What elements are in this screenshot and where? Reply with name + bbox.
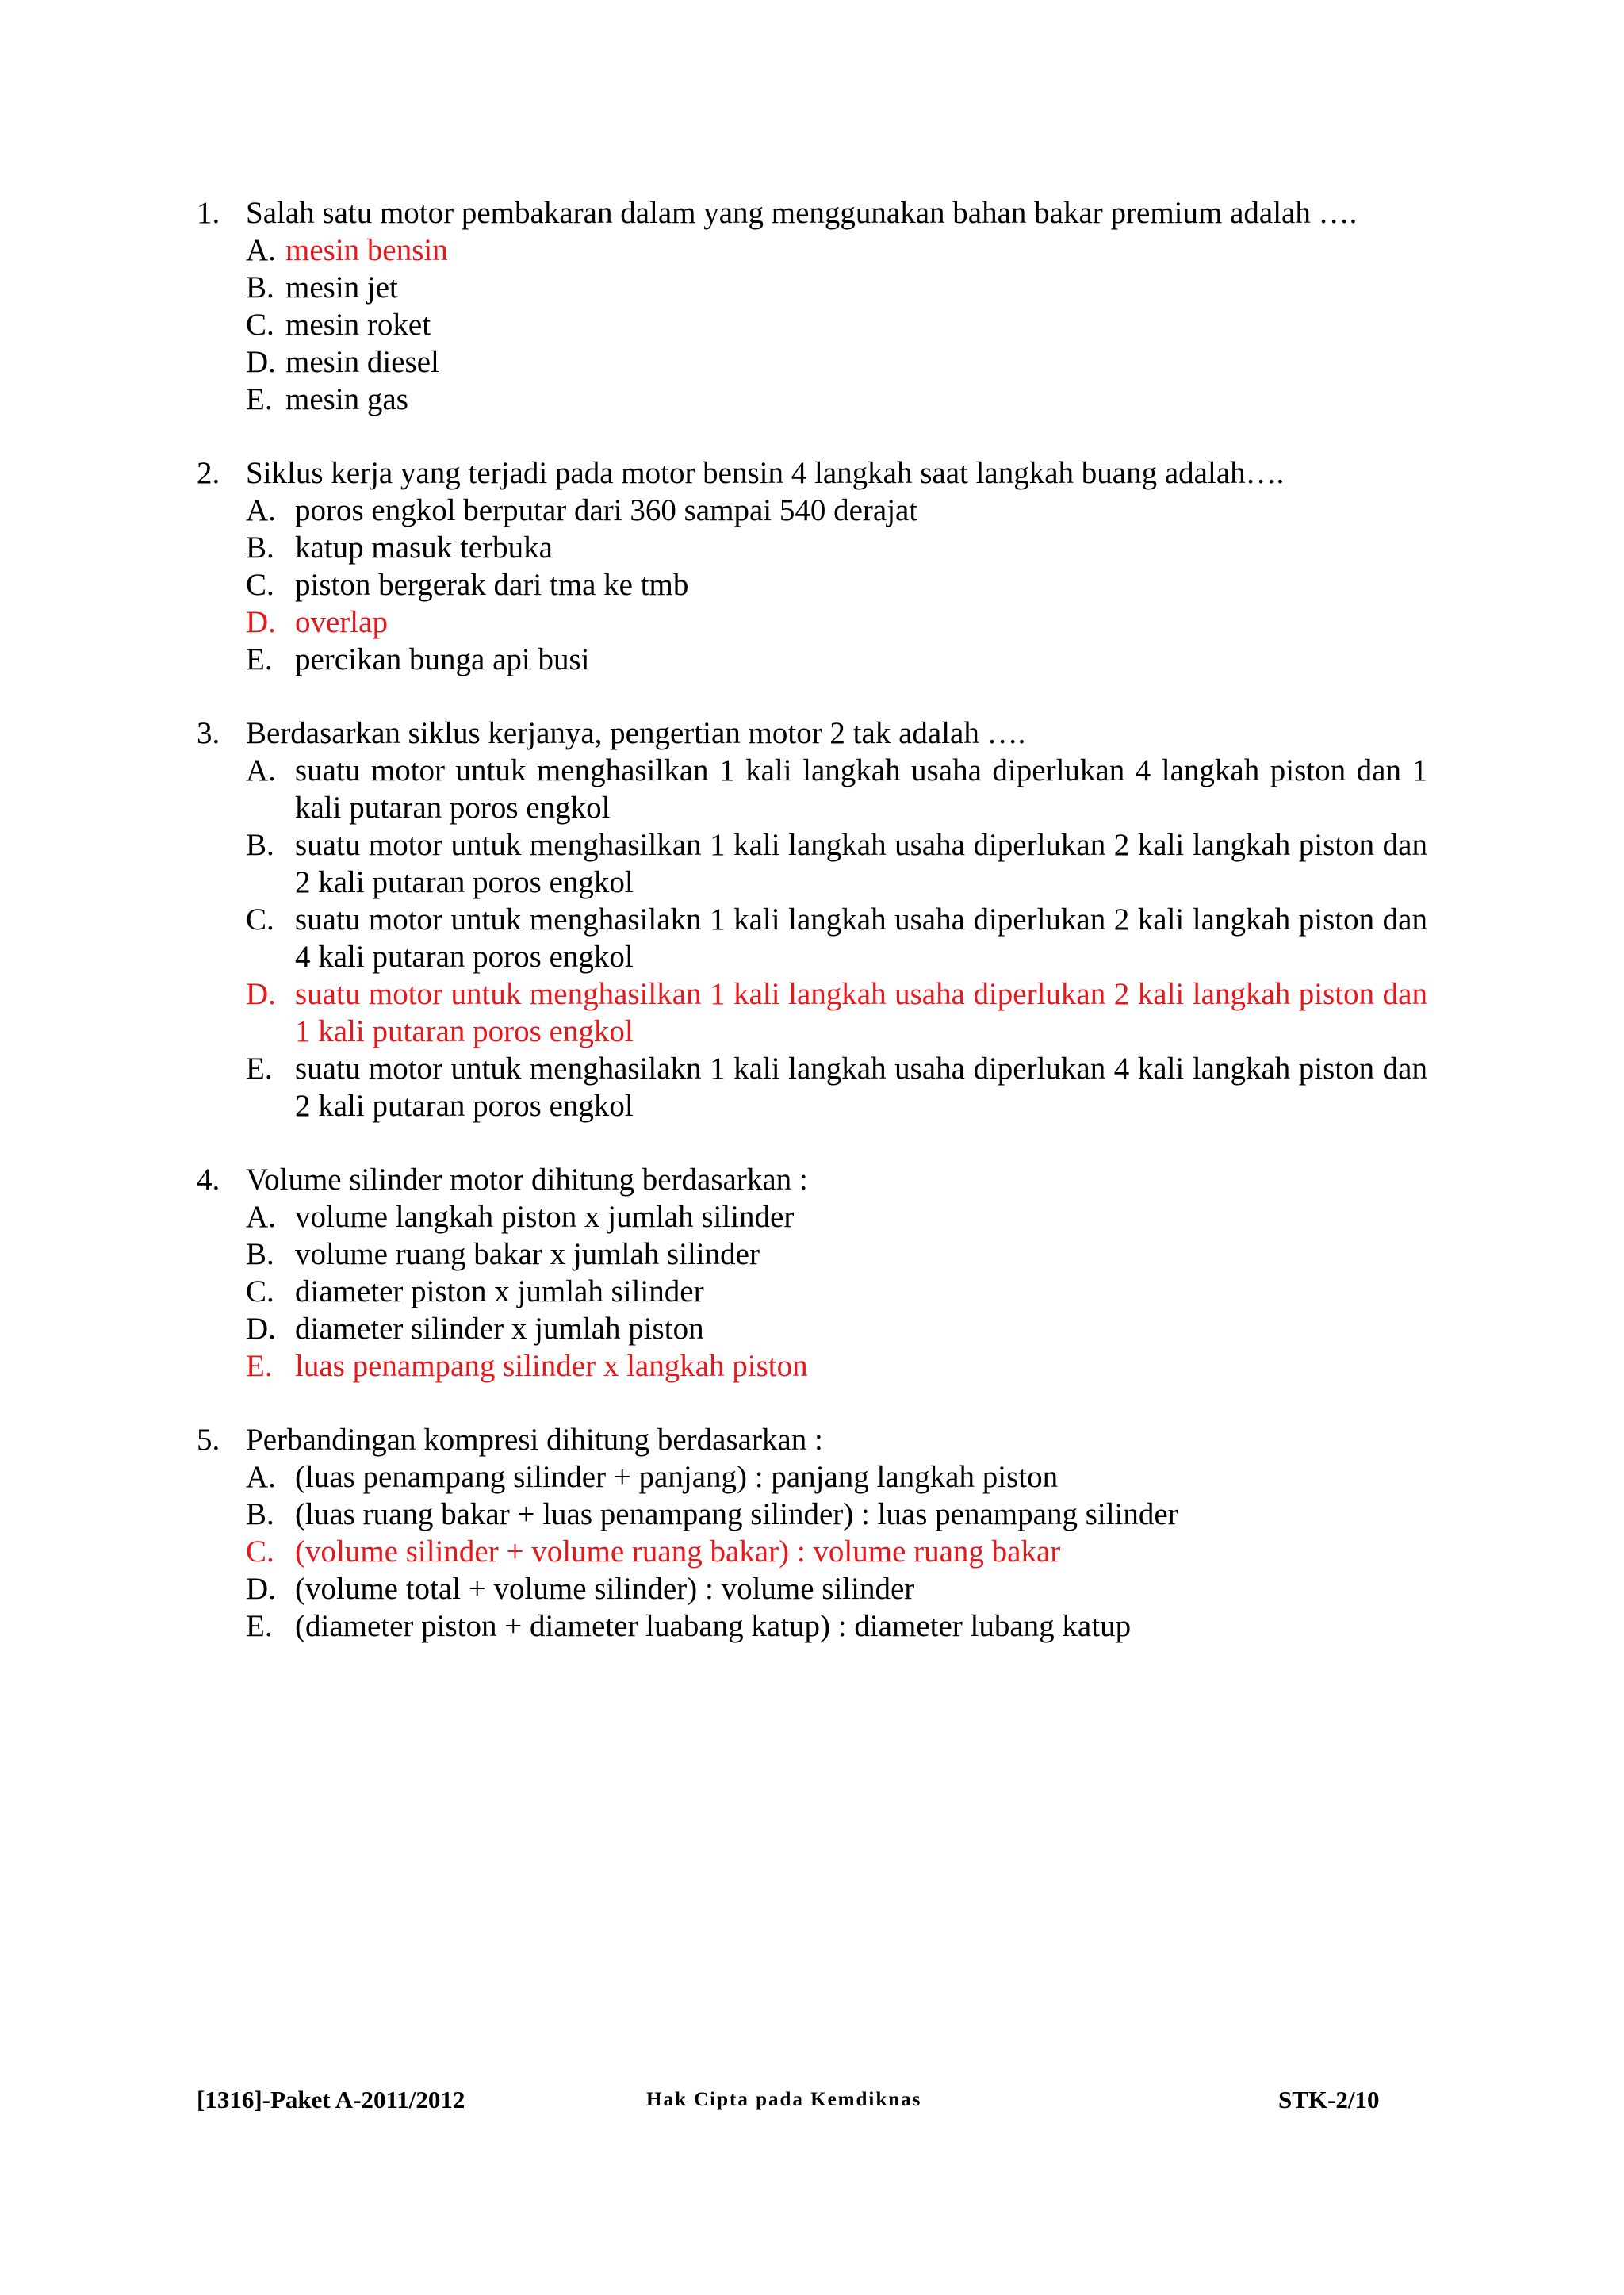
question-text: Perbandingan kompresi dihitung berdasarkan : [246, 1423, 823, 1457]
option-letter: C. [246, 1534, 274, 1569]
option-letter: A. [246, 1460, 276, 1494]
option-letter: A. [246, 233, 276, 267]
question-2 [197, 454, 1427, 678]
question-number: 1. [197, 196, 220, 230]
answer-option-d [246, 1310, 1427, 1347]
answer-options [197, 752, 1427, 1125]
correct-answer-text: overlap [295, 605, 388, 639]
option-text: diameter piston x jumlah silinder [295, 1274, 704, 1308]
answer-option-a [246, 752, 1427, 826]
answer-options [197, 1198, 1427, 1385]
option-letter: C. [246, 902, 274, 937]
answer-option-e [246, 381, 1427, 418]
option-text: katup masuk terbuka [295, 531, 553, 565]
question-text: Salah satu motor pembakaran dalam yang menggunakan bahan bakar premium adalah …. [246, 196, 1358, 230]
option-text: mesin diesel [285, 345, 439, 379]
option-letter: C. [246, 1274, 274, 1308]
question-number: 3. [197, 716, 220, 750]
option-text: (luas penampang silinder + panjang) : panjang langkah piston [295, 1460, 1059, 1494]
option-letter: E. [246, 1052, 273, 1086]
option-text: (volume total + volume silinder) : volume silinder [295, 1572, 915, 1606]
option-letter: C. [246, 308, 274, 342]
option-letter: B. [246, 828, 274, 862]
option-letter: B. [246, 1237, 274, 1271]
answer-options [197, 492, 1427, 678]
answer-option-a [246, 1458, 1427, 1496]
option-text: mesin gas [285, 382, 408, 416]
option-letter: D. [246, 605, 276, 639]
answer-option-b [246, 269, 1427, 306]
question-3 [197, 715, 1427, 1125]
question-list [197, 194, 1427, 1681]
correct-answer-text: (volume silinder + volume ruang bakar) : volume ruang bakar [295, 1534, 1061, 1569]
answer-option-d [246, 603, 1427, 641]
answer-option-a [246, 492, 1427, 529]
option-text: mesin roket [285, 308, 431, 342]
option-text: (luas ruang bakar + luas penampang silinder) : luas penampang silinder [295, 1497, 1178, 1531]
option-letter: A. [246, 1200, 276, 1234]
question-number: 4. [197, 1163, 220, 1197]
option-letter: A. [246, 493, 276, 527]
option-text: percikan bunga api busi [295, 642, 590, 676]
option-text: mesin jet [285, 270, 398, 305]
question-5 [197, 1421, 1427, 1645]
option-text: suatu motor untuk menghasilkan 1 kali langkah usaha diperlukan 2 kali langkah piston dan 2 kali putaran poros engkol [295, 828, 1427, 899]
answer-option-b [246, 1496, 1427, 1533]
option-text: suatu motor untuk menghasilakn 1 kali langkah usaha diperlukan 2 kali langkah piston dan 4 kali putaran poros engkol [295, 902, 1427, 974]
correct-answer-text: mesin bensin [285, 233, 448, 267]
option-letter: D. [246, 345, 276, 379]
answer-option-a [246, 1198, 1427, 1236]
option-text: suatu motor untuk menghasilkan 1 kali langkah usaha diperlukan 4 langkah piston dan 1 kali putaran poros engkol [295, 753, 1427, 825]
answer-option-e [246, 1347, 1427, 1385]
option-letter: B. [246, 531, 274, 565]
question-4 [197, 1161, 1427, 1385]
option-letter: C. [246, 568, 274, 602]
option-letter: B. [246, 270, 274, 305]
question-text: Berdasarkan siklus kerjanya, pengertian motor 2 tak adalah …. [246, 716, 1026, 750]
option-letter: D. [246, 1572, 276, 1606]
option-text: (diameter piston + diameter luabang katup) : diameter lubang katup [295, 1609, 1132, 1643]
answer-options [197, 232, 1427, 418]
option-text: piston bergerak dari tma ke tmb [295, 568, 689, 602]
question-stem [197, 194, 1427, 232]
correct-answer-text: suatu motor untuk menghasilkan 1 kali langkah usaha diperlukan 2 kali langkah piston dan 1 kali putaran poros engkol [295, 977, 1427, 1048]
answer-option-b [246, 1236, 1427, 1273]
option-letter: E. [246, 1609, 273, 1643]
option-letter: B. [246, 1497, 274, 1531]
option-text: volume langkah piston x jumlah silinder [295, 1200, 795, 1234]
answer-option-c [246, 306, 1427, 343]
footer-package-code: [1316]-Paket A-2011/2012 [197, 2086, 465, 2113]
question-text: Volume silinder motor dihitung berdasarkan : [246, 1163, 808, 1197]
option-text: volume ruang bakar x jumlah silinder [295, 1237, 760, 1271]
option-letter: E. [246, 1349, 273, 1383]
question-number: 2. [197, 456, 220, 490]
answer-option-c [246, 1533, 1427, 1570]
answer-option-d [246, 1570, 1427, 1607]
answer-option-e [246, 1607, 1427, 1645]
question-stem [197, 454, 1427, 492]
answer-options [197, 1458, 1427, 1645]
correct-answer-text: luas penampang silinder x langkah piston [295, 1349, 808, 1383]
option-text: suatu motor untuk menghasilakn 1 kali langkah usaha diperlukan 4 kali langkah piston dan 2 kali putaran poros engkol [295, 1052, 1427, 1123]
answer-option-c [246, 901, 1427, 975]
question-stem [197, 1421, 1427, 1458]
footer-page-number: STK-2/10 [1278, 2086, 1380, 2113]
answer-option-a [246, 232, 1427, 269]
question-text: Siklus kerja yang terjadi pada motor bensin 4 langkah saat langkah buang adalah…. [246, 456, 1285, 490]
option-text: diameter silinder x jumlah piston [295, 1312, 704, 1346]
option-letter: D. [246, 977, 276, 1011]
question-1 [197, 194, 1427, 418]
answer-option-d [246, 975, 1427, 1050]
question-stem [197, 1161, 1427, 1198]
answer-option-b [246, 826, 1427, 901]
option-letter: E. [246, 642, 273, 676]
answer-option-e [246, 1050, 1427, 1125]
answer-option-b [246, 529, 1427, 566]
option-letter: E. [246, 382, 273, 416]
question-stem [197, 715, 1427, 752]
answer-option-c [246, 566, 1427, 603]
option-letter: A. [246, 753, 276, 787]
question-number: 5. [197, 1423, 220, 1457]
answer-option-d [246, 343, 1427, 381]
footer-copyright: Hak Cipta pada Kemdiknas [646, 2089, 922, 2110]
answer-option-c [246, 1273, 1427, 1310]
option-text: poros engkol berputar dari 360 sampai 540 derajat [295, 493, 918, 527]
option-letter: D. [246, 1312, 276, 1346]
answer-option-e [246, 641, 1427, 678]
